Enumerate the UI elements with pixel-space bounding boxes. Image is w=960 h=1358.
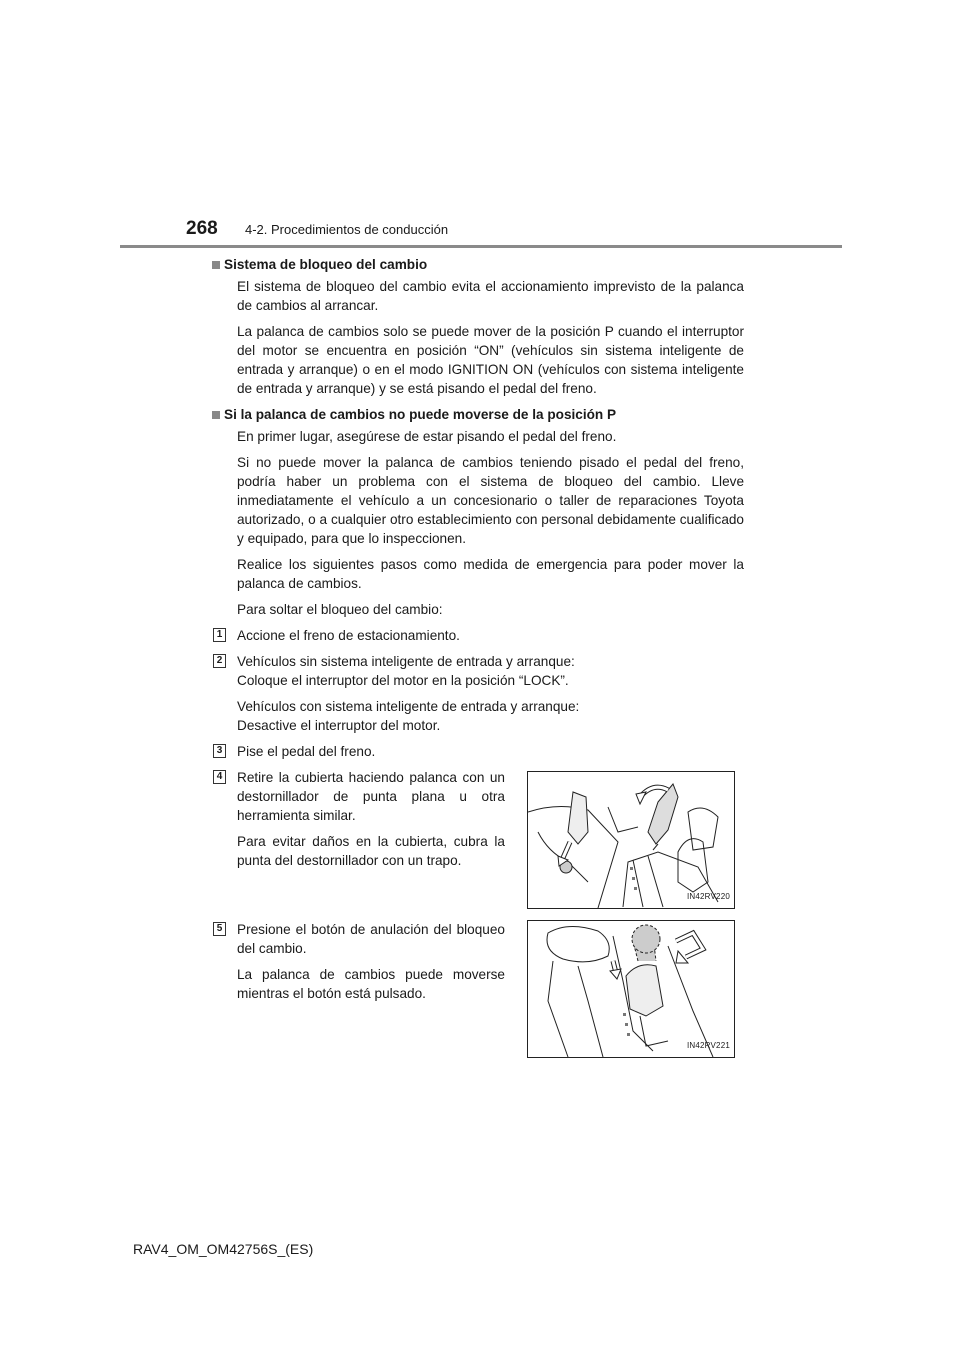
step-text: Vehículos con sistema inteligente de entrada y arranque: Desactive el interruptor del motor. xyxy=(237,699,580,733)
step-4 xyxy=(216,768,744,913)
heading-cannot-move xyxy=(212,405,744,424)
step-5 xyxy=(216,920,744,1060)
page-number: 268 xyxy=(186,218,218,239)
step-text: Accione el freno de estacionamiento. xyxy=(237,628,460,643)
square-bullet-icon xyxy=(212,411,220,419)
step-text: Pise el pedal del freno. xyxy=(237,744,376,759)
figure-code: IN42RV220 xyxy=(686,892,730,901)
step-number: 1 xyxy=(213,628,226,642)
step-3 xyxy=(216,742,744,761)
step-1 xyxy=(216,626,744,645)
paragraph: Para soltar el bloqueo del cambio: xyxy=(237,602,443,617)
step-number: 5 xyxy=(213,922,226,936)
content xyxy=(212,255,744,1067)
step-text: Vehículos sin sistema inteligente de entrada y arranque: Coloque el interruptor del motor en la posición “LOCK”. xyxy=(237,654,575,688)
step-note: Para evitar daños en la cubierta, cubra la punta del destornillador con un trapo. xyxy=(237,834,505,868)
paragraph: Realice los siguientes pasos como medida de emergencia para poder mover la palanca de cambios. xyxy=(237,557,744,591)
step-number: 4 xyxy=(213,770,226,784)
figure-remove-cover xyxy=(527,771,735,909)
figure-release-button xyxy=(527,920,735,1058)
heading-text: Si la palanca de cambios no puede moverse de la posición P xyxy=(224,407,617,422)
paragraph: Si no puede mover la palanca de cambios teniendo pisado el pedal del freno, podría haber un problema con el sistema de bloqueo del cambio. Lleve inmediatamente el vehículo a un concesionario o taller de reparaciones Toyota autorizado, o a cualquier otro establecimiento con personal debidamente cualificado y equipado, para que lo inspeccionen. xyxy=(237,455,744,546)
footer-doc-id: RAV4_OM_OM42756S_(ES) xyxy=(133,1241,314,1257)
step-2 xyxy=(216,652,744,735)
paragraph: El sistema de bloqueo del cambio evita el accionamiento imprevisto de la palanca de cambios al arrancar. xyxy=(237,279,744,313)
header-rule xyxy=(120,245,842,248)
step-text: Presione el botón de anulación del bloqueo del cambio. xyxy=(237,922,505,956)
paragraph: La palanca de cambios solo se puede mover de la posición P cuando el interruptor del motor se encuentra en posición “ON” (vehículos sin sistema inteligente de entrada y arranque) o en el modo IGNITION ON (vehículos con sistema inteligente de entrada y arranque) y se está pisando el pedal del freno. xyxy=(237,324,744,396)
figure-code: IN42RV221 xyxy=(686,1041,730,1050)
paragraph: En primer lugar, asegúrese de estar pisando el pedal del freno. xyxy=(237,429,617,444)
step-number: 2 xyxy=(213,654,226,668)
step-note: La palanca de cambios puede moverse mientras el botón está pulsado. xyxy=(237,967,505,1001)
step-text: Retire la cubierta haciendo palanca con un destornillador de punta plana u otra herramienta similar. xyxy=(237,770,505,823)
step-number: 3 xyxy=(213,744,226,758)
heading-text: Sistema de bloqueo del cambio xyxy=(224,257,428,272)
section-title: 4-2. Procedimientos de conducción xyxy=(245,222,449,237)
heading-shift-lock xyxy=(212,255,744,274)
square-bullet-icon xyxy=(212,261,220,269)
